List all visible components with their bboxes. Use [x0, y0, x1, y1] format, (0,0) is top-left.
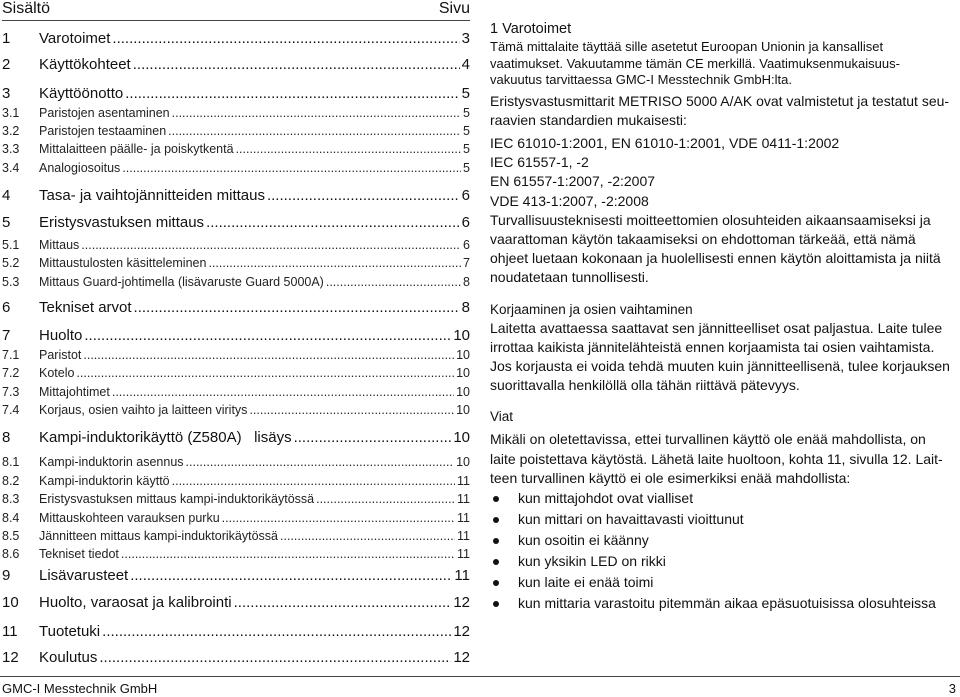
- toc-entry-title: Eristysvastuksen mittaus kampi-induktorikäytössä: [39, 492, 315, 506]
- toc-entry-number: 5.1: [2, 238, 20, 252]
- toc-entry[interactable]: [2, 186, 470, 206]
- toc-entry-page: 5: [461, 85, 470, 102]
- toc-entry[interactable]: [2, 213, 470, 233]
- toc-entry[interactable]: [2, 566, 470, 586]
- toc-entry[interactable]: [2, 364, 470, 382]
- toc-entry-page: 12: [453, 594, 470, 611]
- toc-entry-number: 8.4: [2, 511, 20, 525]
- toc-entry-title: Tasa- ja vaihtojännitteiden mittaus: [39, 187, 265, 204]
- toc-dot-leader: [236, 140, 461, 158]
- intro-line: Tämä mittalaite täyttää sille asetetut Euroopan Unionin ja kansalliset: [490, 39, 884, 54]
- toc-entry-title: Tekniset arvot: [39, 299, 132, 316]
- toc-entry-number: 2: [2, 56, 11, 73]
- toc-entry-number: 8.3: [2, 492, 20, 506]
- toc-entry-number: 8.6: [2, 547, 20, 561]
- faults-paragraph: laite poistettava käytöstä. Lähetä laite huoltoon, kohta 11, sivulla 12. Lait-: [490, 450, 943, 467]
- toc-entry-title: Korjaus, osien vaihto ja laitteen viritys: [39, 403, 248, 417]
- toc-entry-page: 11: [457, 492, 470, 506]
- toc-entry[interactable]: [2, 472, 470, 490]
- toc-dot-leader: [222, 509, 455, 527]
- toc-entry-number: 5.3: [2, 275, 20, 289]
- toc-dot-leader: [84, 326, 451, 346]
- footer-divider: [0, 676, 960, 677]
- toc-entry[interactable]: [2, 84, 470, 104]
- toc-entry-page: 10: [456, 366, 470, 380]
- toc-dot-leader: [125, 84, 459, 104]
- toc-entry-title: Lisävarusteet: [39, 567, 129, 584]
- list-item: kun mittaria varastoitu pitemmän aikaa epäsuotuisissa olosuhteissa: [490, 593, 952, 614]
- toc-entry[interactable]: [2, 55, 470, 75]
- toc-entry[interactable]: [2, 159, 470, 177]
- toc-dot-leader: [249, 401, 454, 419]
- page-number: 3: [948, 681, 956, 696]
- toc-entry-page: 11: [457, 474, 470, 488]
- toc-entry-number: 7.1: [2, 348, 20, 362]
- toc-dot-leader: [186, 453, 455, 471]
- standard-item: VDE 413-1:2007, -2:2008: [490, 192, 649, 209]
- section-heading: 1 Varotoimet: [490, 21, 572, 37]
- toc-entry[interactable]: [2, 140, 470, 158]
- toc-dot-leader: [316, 490, 455, 508]
- toc-entry[interactable]: [2, 298, 470, 318]
- toc-entry-number: 5.2: [2, 256, 20, 270]
- toc-entry[interactable]: [2, 346, 470, 364]
- toc-entry-page: 5: [463, 142, 470, 156]
- toc-entry-page: 10: [453, 429, 470, 446]
- toc-entry-page: 6: [463, 238, 470, 252]
- toc-entry-page: 10: [456, 455, 470, 469]
- safety-paragraph: noudatetaan tunnollisesti.: [490, 269, 649, 286]
- faults-paragraph: Mikäli on oletettavissa, ettei turvallinen käyttö ole enää mahdollista, on: [490, 431, 926, 448]
- toc-entry-title: Paristot: [39, 348, 82, 362]
- toc-entry-page: 11: [454, 567, 470, 584]
- faults-paragraph: teen turvallinen käyttö ei ole esimerkiksi enää mahdollista:: [490, 469, 851, 486]
- toc-entry-title: Mittaustulosten käsitteleminen: [39, 256, 207, 270]
- toc-entry-page: 11: [457, 547, 470, 561]
- toc-entry-page: 10: [456, 385, 470, 399]
- toc-entry-page: 4: [461, 56, 470, 73]
- toc-entry-title: Huolto, varaosat ja kalibrointi: [39, 594, 232, 611]
- toc-entry-title: Kampi-induktorin asennus: [39, 455, 184, 469]
- toc-header: [2, 0, 470, 22]
- toc-entry-title: Tekniset tiedot: [39, 547, 119, 561]
- toc-dot-leader: [102, 622, 451, 642]
- toc-entry[interactable]: [2, 273, 470, 291]
- toc-entry-number: 3.1: [2, 106, 20, 120]
- safety-paragraph: Turvallisuusteknisesti moitteettomien olosuhteiden aikaansaamiseksi ja: [490, 211, 931, 228]
- toc-entry-number: 12: [2, 649, 19, 666]
- repair-paragraph: Jos korjausta ei voida tehdä muuten kuin jännitteellisenä, tulee korjauksen: [490, 357, 950, 374]
- toc-dot-leader: [122, 159, 461, 177]
- toc-entry[interactable]: [2, 326, 470, 346]
- standard-item: IEC 61010-1:2001, EN 61010-1:2001, VDE 0411-1:2002: [490, 134, 840, 151]
- toc-entry-title: Jännitteen mittaus kampi-induktorikäytössä: [39, 529, 279, 543]
- toc-dot-leader: [208, 254, 461, 272]
- repair-paragraph: irrottaa kaikista jännitelähteistä ennen korjaamista tai osien vaihtamista.: [490, 338, 935, 355]
- toc-entry-number: 8: [2, 429, 11, 446]
- toc-entry-title: Eristysvastuksen mittaus: [39, 214, 205, 231]
- page-footer: [2, 682, 956, 696]
- toc-entry-title: Analogiosoitus: [39, 161, 121, 175]
- toc-entry-title: Tuotetuki: [39, 623, 101, 640]
- toc-page-column-label: Sivu: [438, 0, 470, 17]
- toc-entry-page: 11: [457, 529, 470, 543]
- toc-entry-page: 8: [463, 275, 470, 289]
- intro-line: vakuutus tarvittaessa GMC-I Messtechnik GmbH:lta.: [490, 72, 792, 87]
- standards-intro: Eristysvastusmittarit METRISO 5000 A/AK ovat valmistetut ja testatut seu-: [490, 92, 950, 109]
- toc-entry-number: 10: [2, 594, 19, 611]
- toc-entry-page: 10: [456, 403, 470, 417]
- table-of-contents: [2, 0, 470, 666]
- toc-entry[interactable]: [2, 29, 470, 49]
- toc-entry-number: 4: [2, 187, 11, 204]
- toc-dot-leader: [130, 566, 452, 586]
- toc-entry-number: 8.1: [2, 455, 20, 469]
- toc-entry-number: 11: [2, 623, 18, 640]
- list-item: kun laite ei enää toimi: [490, 572, 952, 593]
- toc-entry[interactable]: [2, 428, 470, 448]
- toc-entry-page: 6: [461, 214, 470, 231]
- toc-entry-number: 3.4: [2, 161, 20, 175]
- list-item: kun mittajohdot ovat vialliset: [490, 488, 952, 509]
- toc-entry[interactable]: [2, 593, 470, 613]
- toc-dot-leader: [76, 364, 454, 382]
- list-item: kun osoitin ei käänny: [490, 530, 952, 551]
- toc-dot-leader: [112, 29, 459, 49]
- toc-entry-page: 3: [461, 30, 470, 47]
- toc-entry-page: 12: [453, 623, 470, 640]
- toc-entry-page: 5: [463, 106, 470, 120]
- toc-entry-number: 3: [2, 85, 11, 102]
- toc-dot-leader: [133, 55, 460, 75]
- list-item: kun mittari on havaittavasti vioittunut: [490, 509, 952, 530]
- toc-entry[interactable]: [2, 122, 470, 140]
- toc-entry-number: 6: [2, 299, 11, 316]
- toc-entry-title: Kampi-induktorin käyttö: [39, 474, 170, 488]
- standard-item: IEC 61557-1, -2: [490, 154, 589, 171]
- toc-entry-title: Mittaus: [39, 238, 80, 252]
- toc-entry-number: 9: [2, 567, 11, 584]
- standard-item: EN 61557-1:2007, -2:2007: [490, 173, 656, 190]
- footer-company: GMC-I Messtechnik GmbH: [2, 681, 158, 696]
- toc-dot-leader: [134, 298, 460, 318]
- toc-divider: [2, 20, 470, 21]
- toc-entry[interactable]: [2, 401, 470, 419]
- intro-line: vaatimukset. Vakuutamme tämän CE merkillä. Vaatimuksenmukaisuus-: [490, 55, 900, 71]
- toc-entry-number: 7: [2, 327, 11, 344]
- toc-entry[interactable]: [2, 509, 470, 527]
- toc-dot-leader: [172, 472, 455, 490]
- toc-entry-page: 8: [461, 299, 470, 316]
- toc-entry-number: 3.3: [2, 142, 20, 156]
- toc-entry[interactable]: [2, 490, 470, 508]
- toc-entry-title: Käyttöönotto: [39, 85, 124, 102]
- toc-entry[interactable]: [2, 254, 470, 272]
- toc-entry[interactable]: [2, 383, 470, 401]
- toc-entry-number: 8.5: [2, 529, 20, 543]
- toc-entry-page: 5: [463, 161, 470, 175]
- toc-entry-title: Paristojen asentaminen: [39, 106, 170, 120]
- toc-entry-title: Mittaus Guard-johtimella (lisävaruste Guard 5000A): [39, 275, 324, 289]
- repair-paragraph: suorittavalla henkilöllä olla tähän riittävä pätevyys.: [490, 377, 800, 394]
- toc-dot-leader: [172, 104, 461, 122]
- repair-paragraph: Laitetta avattaessa saattavat sen jännitteelliset osat paljastua. Laite tulee: [490, 319, 943, 336]
- toc-entry-page: 11: [457, 511, 470, 525]
- toc-entry-page: 10: [453, 327, 470, 344]
- toc-entry[interactable]: [2, 453, 470, 471]
- toc-entry-title: Kotelo: [39, 366, 75, 380]
- toc-entry[interactable]: [2, 527, 470, 545]
- toc-entry-title: Varotoimet: [39, 30, 111, 47]
- safety-paragraph: vaarattoman käytön takaamiseksi on ehdottoman tärkeää, että nämä: [490, 230, 916, 247]
- toc-dot-leader: [99, 648, 451, 668]
- toc-entry-title: Paristojen testaaminen: [39, 124, 167, 138]
- toc-entry-title: Käyttökohteet: [39, 56, 131, 73]
- toc-dot-leader: [112, 383, 454, 401]
- toc-entry[interactable]: [2, 545, 470, 563]
- list-item: kun yksikin LED on rikki: [490, 551, 952, 572]
- toc-entry[interactable]: [2, 104, 470, 122]
- toc-entry-number: 1: [2, 30, 11, 47]
- toc-dot-leader: [280, 527, 455, 545]
- toc-entry-number: 7.4: [2, 403, 20, 417]
- toc-entry[interactable]: [2, 236, 470, 254]
- toc-dot-leader: [121, 545, 455, 563]
- toc-dot-leader: [326, 273, 461, 291]
- repair-heading: Korjaaminen ja osien vaihtaminen: [490, 301, 693, 317]
- fault-conditions-list: [490, 488, 952, 614]
- toc-entry-title: Mittajohtimet: [39, 385, 110, 399]
- toc-entry-page: 10: [456, 348, 470, 362]
- toc-entry[interactable]: [2, 648, 470, 668]
- safety-section: [490, 20, 952, 614]
- toc-dot-leader: [83, 346, 454, 364]
- toc-dot-leader: [294, 428, 452, 448]
- toc-dot-leader: [234, 593, 452, 613]
- standards-intro: raavien standardien mukaisesti:: [490, 111, 687, 128]
- toc-entry-title: Mittalaitteen päälle- ja poiskytkentä: [39, 142, 234, 156]
- toc-entry-page: 12: [453, 649, 470, 666]
- toc-entry-title: Huolto: [39, 327, 83, 344]
- toc-entry-number: 7.3: [2, 385, 20, 399]
- toc-entry-title: Mittauskohteen varauksen purku: [39, 511, 220, 525]
- toc-entry-page: 7: [463, 256, 470, 270]
- toc-entry-page: 5: [463, 124, 470, 138]
- toc-entry-title: Kampi-induktorikäyttö (Z580A) lisäys: [39, 429, 292, 446]
- toc-entry[interactable]: [2, 622, 470, 642]
- toc-entry-number: 8.2: [2, 474, 20, 488]
- toc-entry-page: 6: [461, 187, 470, 204]
- faults-heading: Viat: [490, 409, 514, 425]
- toc-dot-leader: [267, 186, 460, 206]
- toc-entry-number: 5: [2, 214, 11, 231]
- toc-entry-number: 7.2: [2, 366, 20, 380]
- toc-entry-title: Koulutus: [39, 649, 98, 666]
- safety-paragraph: ohjeet luetaan kokonaan ja huolellisesti ennen käytön aloittamista ja niitä: [490, 250, 941, 267]
- toc-header-label: Sisältö: [2, 0, 51, 17]
- toc-dot-leader: [81, 236, 461, 254]
- toc-dot-leader: [168, 122, 461, 140]
- toc-entry-number: 3.2: [2, 124, 20, 138]
- toc-dot-leader: [206, 213, 460, 233]
